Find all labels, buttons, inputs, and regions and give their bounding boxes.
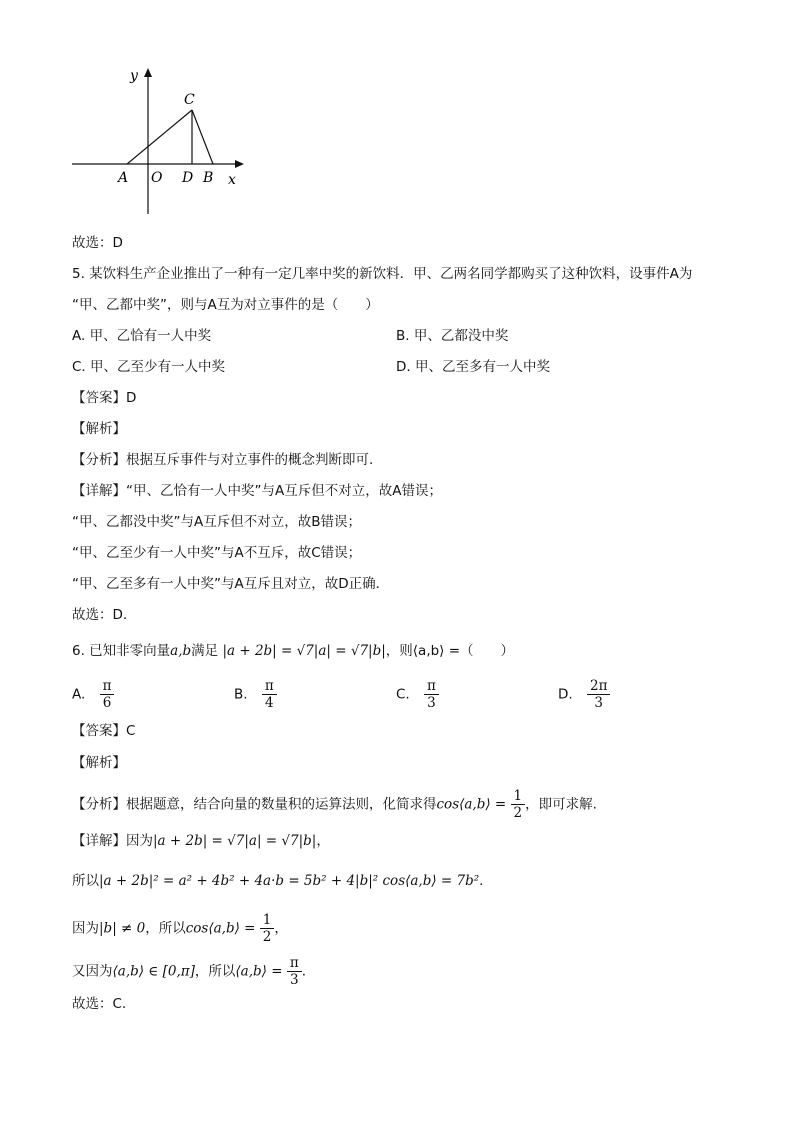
frac-num: π [100,678,115,695]
q6-detail-line4 [72,955,306,988]
q6-detail1-math: |a + 2b| = √7|a| = √7|b| [153,833,317,849]
answer-tag: 【答案】 [72,390,126,406]
frac-num: π [287,955,302,972]
label-x: x [228,172,236,188]
q6-option-a-fraction [100,678,115,711]
q5-option-a: A. 甲、乙恰有一人中奖 [72,328,212,344]
q5-detail-4: “甲、乙至多有一人中奖”与A互斥且对立，故D正确． [72,576,390,592]
label-A: A [118,170,129,186]
q6-option-d-letter: D. [558,686,573,703]
q6-detail1-end: ， [316,833,330,849]
frac-num: π [424,678,439,695]
q6-detail4-math: ⟨a,b⟩ ∈ [0,π] [112,963,195,980]
q6-detail1-text: 因为 [126,833,153,849]
q6-detail3-mid: ，所以 [145,920,186,937]
q6-detail2-text: 所以 [72,873,99,889]
q6-detail4-math2: ⟨a,b⟩ = [235,963,283,980]
segment-CB [192,110,213,164]
q5-detail-2: “甲、乙都没中奖”与A互斥但不对立，故B错误； [72,514,361,530]
q6-detail4-text: 又因为 [72,963,113,980]
q6-detail-line3 [72,912,288,945]
q6-answer-value: C [126,723,136,739]
frac-num: 2π [587,678,610,695]
q5-conclusion: 故选：D. [72,607,128,623]
xiangjie-tag: 【详解】 [72,483,126,499]
q6-option-a [72,678,114,711]
q5-fenxi-line [72,450,373,470]
answer-tag: 【答案】 [72,723,126,739]
q6-option-c [396,678,439,711]
label-C: C [184,92,195,108]
frac-den: 3 [289,972,299,988]
triangle-diagram [68,60,268,220]
fenxi-tag: 【分析】 [72,452,126,468]
q6-option-b-fraction [262,678,277,711]
q5-detail-line1 [72,481,442,501]
label-B: B [203,170,214,186]
q6-detail2-math: |a + 2b|² = a² + 4b² + 4a·b = 5b² + 4|b|² cos⟨a,b⟩ = 7b² [99,873,480,889]
frac-num: 1 [511,788,526,805]
q6-stem-mid: 满足 [191,643,219,659]
frac-den: 3 [427,695,436,711]
q6-option-a-letter: A. [72,686,86,703]
q6-option-d [558,678,610,711]
q6-fenxi-line [72,788,597,821]
q6-fenxi-end: ，即可求解. [525,796,597,813]
segment-AC [127,110,192,164]
q6-detail-line1 [72,831,330,851]
q6-option-b-letter: B. [234,686,248,703]
q5-analysis-tag: 【解析】 [72,421,126,437]
q6-detail4-end: . [301,963,306,980]
q6-option-b [234,678,277,711]
q6-detail3-math: |b| ≠ 0 [99,920,146,937]
q5-option-c: C. 甲、乙至少有一人中奖 [72,359,226,375]
q5-option-d: D. 甲、乙至多有一人中奖 [396,359,550,375]
y-axis-arrow [144,68,152,77]
q6-detail3-math2: cos⟨a,b⟩ = [185,920,256,937]
label-y: y [130,68,138,84]
q6-detail3-fraction [260,912,275,945]
frac-den: 6 [102,695,112,711]
frac-den: 4 [265,695,274,711]
q5-fenxi-text: 根据互斥事件与对立事件的概念判断即可. [126,452,374,468]
q6-stem [72,641,514,661]
frac-den: 2 [262,929,272,945]
q6-detail3-text: 因为 [72,920,99,937]
fenxi-tag: 【分析】 [72,796,126,813]
label-O: O [151,170,163,186]
frac-den: 3 [594,695,604,711]
q6-fenxi-fraction [511,788,526,821]
q6-option-c-letter: C. [396,686,410,703]
q5-detail-1: “甲、乙恰有一人中奖”与A互斥但不对立，故A错误； [126,483,442,499]
q5-answer-value: D [126,390,137,406]
xiangjie-tag: 【详解】 [72,833,126,849]
q6-analysis-tag: 【解析】 [72,755,126,771]
q6-stem-prefix: 6. 已知非零向量 [72,643,171,659]
q6-fenxi-math: cos⟨a,b⟩ = [436,796,507,813]
q6-option-d-fraction [587,678,610,711]
q6-detail2-end: . [479,873,484,889]
q6-answer-line [72,721,135,741]
q5-stem-line2: “甲、乙都中奖”，则与A互为对立事件的是（ ） [72,297,379,313]
x-axis-arrow [235,160,244,168]
q6-option-c-fraction [424,678,439,711]
frac-num: 1 [260,912,275,929]
q5-stem-line1: 5. 某饮料生产企业推出了一种有一定几率中奖的新饮料．甲、乙两名同学都购买了这种饮料，设事件A为 [72,266,693,282]
q6-stem-suffix: ，则⟨a,b⟩ =（ ） [385,643,515,659]
frac-num: π [262,678,277,695]
q6-conclusion: 故选：C. [72,996,127,1012]
q5-detail-3: “甲、乙至少有一人中奖”与A不互斥，故C错误； [72,545,362,561]
q6-detail4-mid: ，所以 [194,963,236,980]
q6-fenxi-text: 根据题意，结合向量的数量积的运算法则，化简求得 [126,796,437,813]
q6-detail4-fraction [287,955,302,988]
q6-stem-equation: |a + 2b| = √7|a| = √7|b| [222,643,386,659]
q6-detail3-end: ， [274,920,288,937]
label-D: D [182,170,194,186]
q5-option-b: B. 甲、乙都没中奖 [396,328,509,344]
coordinate-figure [68,60,268,224]
q5-answer-line [72,388,136,408]
q6-detail-line2 [72,871,483,891]
frac-den: 2 [513,805,523,821]
q4-conclusion: 故选：D [72,235,123,251]
q6-stem-vectors: a,b [170,643,192,659]
